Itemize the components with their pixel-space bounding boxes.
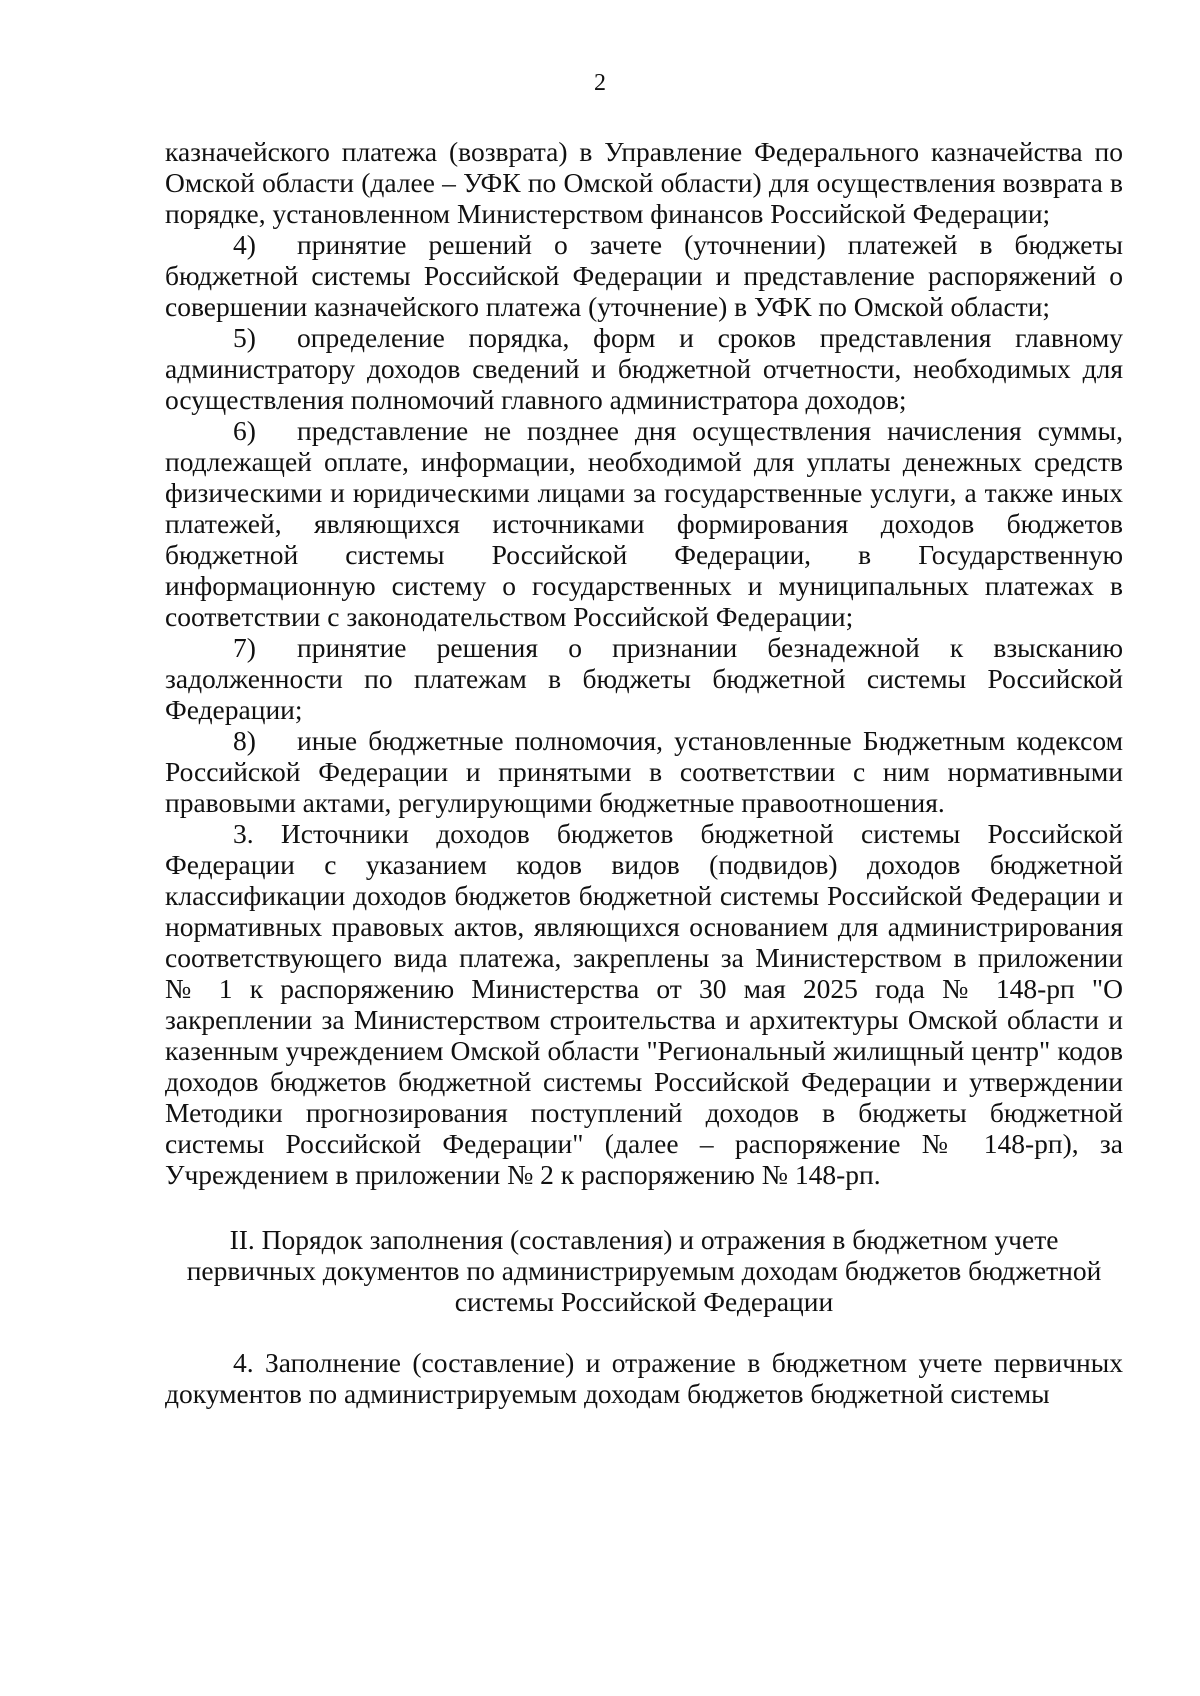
section-heading-line-2: первичных документов по администрируемым доходам бюджетов бюджетной xyxy=(186,1255,1102,1286)
list-item-number: 5) xyxy=(233,322,256,353)
section-heading xyxy=(165,1224,1123,1317)
intro-paragraph: казначейского платежа (возврата) в Управление Федерального казначейства по Омской области (далее – УФК по Омской области) для осуществления возврата в порядке, установленном Министерством финансов Российской Федерации; xyxy=(165,136,1123,229)
page-number: 2 xyxy=(594,70,606,96)
list-item-7 xyxy=(165,632,1123,725)
list-item-8 xyxy=(165,725,1123,818)
section-heading-line-1: II. Порядок заполнения (составления) и отражения в бюджетном учете xyxy=(229,1224,1059,1255)
paragraph-4: 4. Заполнение (составление) и отражение в бюджетном учете первичных документов по администрируемым доходам бюджетов бюджетной системы xyxy=(165,1347,1123,1409)
paragraph-3: 3. Источники доходов бюджетов бюджетной системы Российской Федерации с указанием кодов видов (подвидов) доходов бюджетной классификации доходов бюджетов бюджетной системы Российской Федерации и нормативных правовых актов, являющихся основанием для администрирования соответствующего вида платежа, закреплены за Министерством в приложении № 1 к распоряжению Министерства от 30 мая 2025 года № 148-рп "О закреплении за Министерством строительства и архитектуры Омской области и казенным учреждением Омской области "Региональный жилищный центр" кодов доходов бюджетов бюджетной системы Российской Федерации и утверждении Методики прогнозирования поступлений доходов в бюджеты бюджетной системы Российской Федерации" (далее – распоряжение № 148-рп), за Учреждением в приложении № 2 к распоряжению № 148-рп. xyxy=(165,818,1123,1190)
section-heading-line-3: системы Российской Федерации xyxy=(454,1286,834,1317)
list-item-text: иные бюджетные полномочия, установленные Бюджетным кодексом Российской Федерации и принятыми в соответствии с ним нормативными правовыми актами, регулирующими бюджетные правоотношения. xyxy=(165,725,1123,818)
list-item-number: 4) xyxy=(233,229,256,260)
list-item-number: 6) xyxy=(233,415,256,446)
list-item-number: 8) xyxy=(233,725,256,756)
list-item-text: принятие решения о признании безнадежной к взысканию задолженности по платежам в бюджеты бюджетной системы Российской Федерации; xyxy=(165,632,1123,725)
list-item-6 xyxy=(165,415,1123,632)
list-item-number: 7) xyxy=(233,632,256,663)
list-item-text: представление не позднее дня осуществления начисления суммы, подлежащей оплате, информации, необходимой для уплаты денежных средств физическими и юридическими лицами за государственные услуги, а также иных платежей, являющихся источниками формирования доходов бюджетов бюджетной системы Российской Федерации, в Государственную информационную систему о государственных и муниципальных платежах в соответствии с законодательством Российской Федерации; xyxy=(165,415,1123,632)
list-item-text: определение порядка, форм и сроков представления главному администратору доходов сведений и бюджетной отчетности, необходимых для осуществления полномочий главного администратора доходов; xyxy=(165,322,1123,415)
list-item-5 xyxy=(165,322,1123,415)
list-item-text: принятие решений о зачете (уточнении) платежей в бюджеты бюджетной системы Российской Федерации и представление распоряжений о совершении казначейского платежа (уточнение) в УФК по Омской области; xyxy=(165,229,1123,322)
document-body xyxy=(165,136,1123,1409)
list-item-4 xyxy=(165,229,1123,322)
